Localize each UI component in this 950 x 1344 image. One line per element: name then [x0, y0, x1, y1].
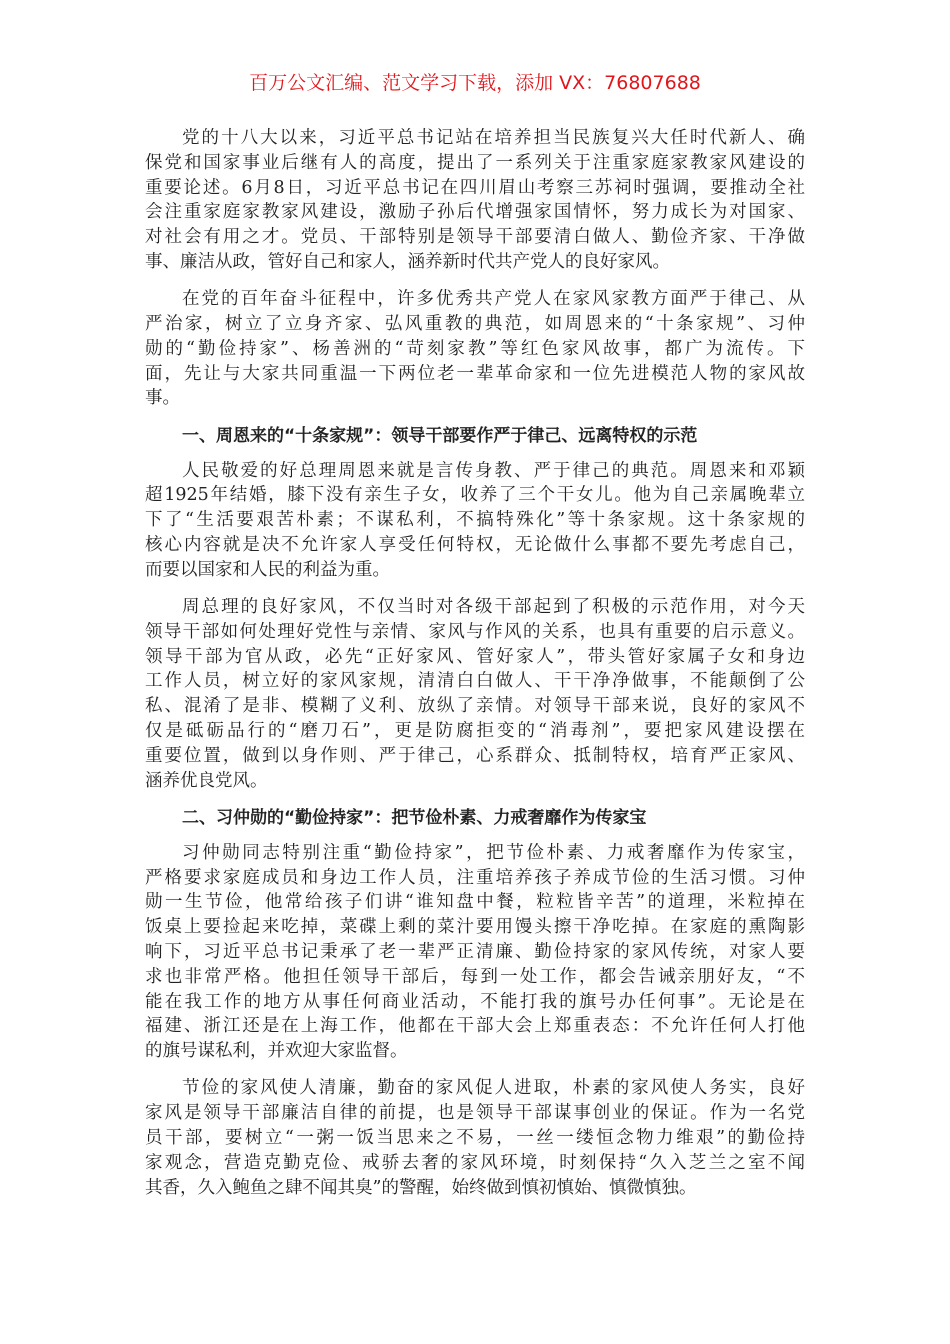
paragraph — [145, 459, 805, 583]
text-line: 一、周恩来的“十条家规”：领导干部要作严于律己、远离特权的示范 — [182, 425, 698, 446]
text-line: 核心内容就是决不允许家人享受任何特权，无论做什么事都不要先考虑自己， — [145, 534, 805, 555]
text-line: 党的十八大以来，习近平总书记站在培养担当民族复兴大任时代新人、确 — [182, 128, 805, 148]
text-line: 事。 — [145, 388, 180, 409]
paragraph — [145, 1076, 805, 1200]
section-heading — [145, 806, 805, 831]
text-line: 员干部，要树立“一粥一饭当思来之不易，一丝一缕恒念物力维艰”的勤俭持 — [145, 1127, 805, 1148]
text-line: 超1925年结婚，膝下没有亲生子女，收养了三个干女儿。他为自己亲属晚辈立 — [145, 485, 805, 506]
text-line: 福建、浙江还是在上海工作，他都在干部大会上郑重表态：不允许任何人打他 — [145, 1016, 805, 1037]
text-line: 私、混淆了是非、模糊了义利、放纵了亲情。对领导干部来说，良好的家风不 — [145, 696, 805, 717]
text-line: 的旗号谋私利，并欢迎大家监督。 — [145, 1041, 408, 1062]
paragraph — [145, 595, 805, 793]
document-body — [145, 126, 805, 1213]
text-line: 其香，久入鲍鱼之肆不闻其臭”的警醒，始终做到慎初慎始、慎微慎独。 — [145, 1177, 697, 1198]
text-line: 家观念，营造克勤克俭、戒骄去奢的家风环境，时刻保持“久入芝兰之室不闻 — [145, 1152, 805, 1173]
text-line: 会注重家庭家教家风建设，激励子孙后代增强家国情怀，努力成长为对国家、 — [145, 202, 805, 223]
text-line: 对社会有用之才。党员、干部特别是领导干部要清白做人、勤俭齐家、干净做 — [145, 227, 805, 248]
text-line: 涵养优良党风。 — [145, 770, 268, 791]
text-line: 人民敬爱的好总理周恩来就是言传身教、严于律己的典范。周恩来和邓颖 — [182, 460, 805, 481]
text-line: 重要论述。6月8日，习近平总书记在四川眉山考察三苏祠时强调，要推动全社 — [145, 177, 805, 198]
text-line: 求也非常严格。他担任领导干部后，每到一处工作，都会告诫亲朋好友，“不 — [145, 966, 805, 987]
paragraph — [145, 126, 805, 275]
text-line: 勋一生节俭，他常给孩子们讲“谁知盘中餐，粒粒皆辛苦”的道理，米粒掉在 — [145, 892, 805, 913]
paragraph — [145, 287, 805, 411]
text-line: 严治家，树立了立身齐家、弘风重教的典范，如周恩来的“十条家规”、习仲 — [145, 314, 805, 335]
text-line: 下了“生活要艰苦朴素；不谋私利，不搞特殊化”等十条家规。这十条家规的 — [145, 510, 805, 531]
text-line: 能在我工作的地方从事任何商业活动，不能打我的旗号办任何事”。无论是在 — [145, 991, 805, 1012]
text-line: 饭桌上要捡起来吃掉，菜碟上剩的菜汁要用馒头擦干净吃掉。在家庭的熏陶影 — [145, 917, 805, 938]
paragraph — [145, 841, 805, 1064]
text-line: 领导干部如何处理好党性与亲情、家风与作风的关系，也具有重要的启示意义。 — [145, 621, 805, 642]
text-line: 工作人员，树立好的家风家规，清清白白做人、干干净净做事，不能颠倒了公 — [145, 671, 805, 692]
text-line: 勋的“勤俭持家”、杨善洲的“苛刻家教”等红色家风故事，都广为流传。下 — [145, 338, 805, 359]
text-line: 事、廉洁从政，管好自己和家人，涵养新时代共产党人的良好家风。 — [145, 251, 670, 272]
text-line: 重要位置，做到以身作则、严于律己，心系群众、抵制特权，培育严正家风、 — [145, 745, 805, 766]
text-line: 周总理的良好家风，不仅当时对各级干部起到了积极的示范作用，对今天 — [182, 597, 805, 618]
text-line: 家风是领导干部廉洁自律的前提，也是领导干部谋事创业的保证。作为一名党 — [145, 1103, 805, 1124]
text-line: 节俭的家风使人清廉，勤奋的家风促人进取，朴素的家风使人务实，良好 — [182, 1078, 805, 1099]
text-line: 二、习仲勋的“勤俭持家”：把节俭朴素、力戒奢靡作为传家宝 — [182, 807, 647, 828]
text-line: 严格要求家庭成员和身边工作人员，注重培养孩子养成节俭的生活习惯。习仲 — [145, 867, 805, 888]
text-line: 习仲勋同志特别注重“勤俭持家”，把节俭朴素、力戒奢靡作为传家宝， — [182, 842, 805, 863]
text-line: 而要以国家和人民的利益为重。 — [145, 559, 390, 580]
section-heading — [145, 424, 805, 449]
text-line: 领导干部为官从政，必先“正好家风、管好家人”，带头管好家属子女和身边 — [145, 646, 805, 667]
watermark-banner: 百万公文汇编、范文学习下载，添加 VX：76807688 — [249, 72, 701, 94]
text-line: 在党的百年奋斗征程中，许多优秀共产党人在家风家教方面严于律己、从 — [182, 289, 805, 310]
text-line: 响下，习近平总书记秉承了老一辈严正清廉、勤俭持家的家风传统，对家人要 — [145, 941, 805, 962]
text-line: 面，先让与大家共同重温一下两位老一辈革命家和一位先进模范人物的家风故 — [145, 363, 805, 384]
text-line: 保党和国家事业后继有人的高度，提出了一系列关于注重家庭家教家风建设的 — [145, 152, 805, 173]
text-line: 仅是砥砺品行的“磨刀石”，更是防腐拒变的“消毒剂”，要把家风建设摆在 — [145, 721, 805, 742]
